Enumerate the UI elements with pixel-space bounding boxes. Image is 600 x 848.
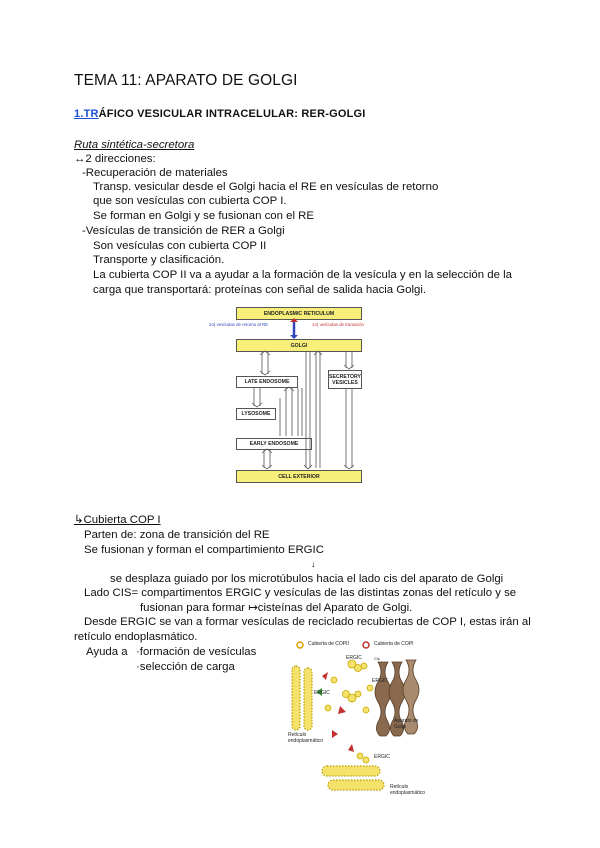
help-item-2: ·selección de carga: [136, 661, 235, 673]
cop1-heading: ↳Cubierta COP I: [74, 514, 161, 526]
transition-line-2: Transporte y clasificación.: [93, 254, 225, 266]
lysosome-box: LYSOSOME: [236, 408, 276, 420]
helps-label: Ayuda a: [86, 646, 128, 658]
section-heading: [74, 108, 366, 120]
golgi-box: GOLGI: [236, 339, 362, 352]
er-box: ENDOPLASMIC RETICULUM: [236, 307, 362, 320]
help-item-1: ·formación de vesículas: [136, 646, 257, 658]
transition-line-4: carga que transportará: proteínas con señal de salida hacia Golgi.: [93, 284, 427, 296]
cop1-line-1: Parten de: zona de transición del RE: [84, 529, 270, 541]
ergic-label-d: ERGIC: [374, 754, 390, 760]
copii-legend: Cubierta de COPII: [308, 641, 349, 647]
early-endosome-box: EARLY ENDOSOME: [236, 438, 312, 450]
late-endosome-box: LATE ENDOSOME: [236, 376, 298, 388]
ergic-diagram: [286, 638, 436, 806]
cis-label: Cis: [374, 656, 380, 661]
vesicular-traffic-diagram: [206, 304, 390, 484]
recovery-line-1: Transp. vesicular desde el Golgi hacia el RE en vesículas de retorno: [93, 181, 439, 193]
er-label-left: Retículo endoplasmático: [288, 732, 324, 744]
transition-line: -Vesículas de transición de RER a Golgi: [82, 225, 285, 237]
section-heading-text: ÁFICO VESICULAR INTRACELULAR: RER-GOLGI: [98, 108, 366, 120]
cop1-line-3: se desplaza guiado por los microtúbulos hacia el lado cis del aparato de Golgi: [110, 573, 504, 585]
ergic-label-c: ERGIC: [372, 678, 388, 684]
ergic-label-a: ERGIC: [346, 655, 362, 661]
cop1-line-5: fusionan para formar ↦cisteínas del Aparato de Golgi.: [140, 602, 413, 614]
return-vesicles-note: 2o) vesículas de retorno al RE: [209, 322, 269, 327]
copi-legend: Cubierta de COPI: [374, 641, 414, 647]
down-arrow: ↓: [311, 559, 316, 569]
secretory-vesicles-box: SECRETORY VESICLES: [328, 370, 362, 389]
golgi-label: Aparato de Golgi: [394, 718, 419, 730]
er-label-bottom: Retículo endoplasmático: [390, 784, 426, 796]
cop1-line-6: Desde ERGIC se van a formar vesículas de reciclado recubiertas de COP I, estas irán al: [84, 616, 531, 628]
route-heading: Ruta sintética-secretora: [74, 139, 195, 151]
transition-line-3: La cubierta COP II va a ayudar a la formación de la vesícula y en la selección de la: [93, 269, 512, 281]
cell-exterior-box: CELL EXTERIOR: [236, 470, 362, 483]
ergic-label-b: ERGIC: [314, 690, 330, 696]
recovery-line-2: que son vesículas con cubierta COP I.: [93, 195, 287, 207]
transition-vesicles-note: 1o) vesículas de transición: [312, 322, 364, 327]
recovery-line-3: Se forman en Golgi y se fusionan con el RE: [93, 210, 314, 222]
transition-line-1: Son vesículas con cubierta COP II: [93, 240, 267, 252]
directions-line: ↔2 direcciones:: [74, 153, 156, 165]
cop1-line-2: Se fusionan y forman el compartimiento ERGIC: [84, 544, 324, 556]
cop1-line-7: retículo endoplasmático.: [74, 631, 198, 643]
section-number-link[interactable]: 1.TR: [74, 108, 99, 120]
diagram-arrows: [206, 304, 390, 484]
cop1-line-4: Lado CIS= compartimentos ERGIC y vesículas de las distintas zonas del retículo y se: [84, 587, 517, 599]
page-title: TEMA 11: APARATO DE GOLGI: [74, 72, 298, 89]
recovery-line: -Recuperación de materiales: [82, 167, 228, 179]
